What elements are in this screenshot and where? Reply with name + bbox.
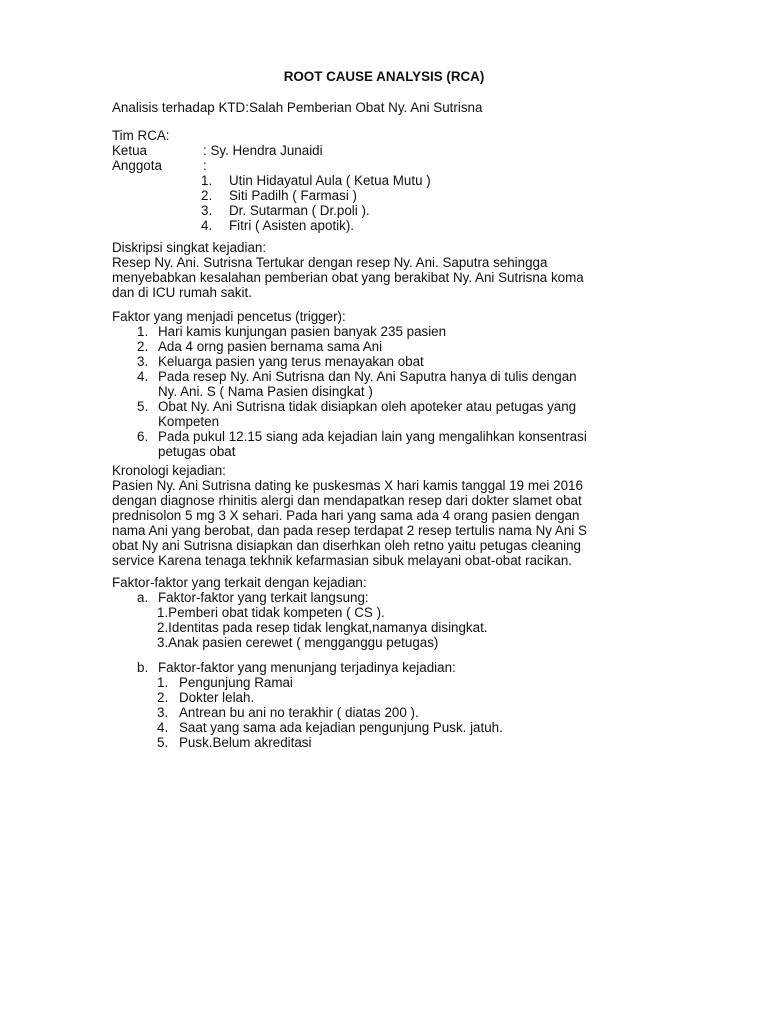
item-number: 1. <box>137 324 149 339</box>
item-text: Utin Hidayatul Aula ( Ketua Mutu ) <box>229 173 431 188</box>
factor-b-title <box>112 660 456 675</box>
ketua-label: Ketua <box>112 143 147 158</box>
list-item <box>112 369 587 384</box>
item-text: Pengunjung Ramai <box>179 675 293 690</box>
item-continuation: petugas obat <box>158 444 236 459</box>
list-item: 3.Anak pasien cerewet ( mengganggu petugas) <box>157 635 439 650</box>
factor-b-list <box>157 675 503 750</box>
chronology-heading: Kronologi kejadian: <box>112 463 226 478</box>
team-heading: Tim RCA: <box>112 128 170 143</box>
member-list <box>201 173 431 233</box>
item-text: Pusk.Belum akreditasi <box>179 735 312 750</box>
item-text: Dokter lelah. <box>179 690 255 705</box>
description-line: dan di ICU rumah sakit. <box>112 285 252 300</box>
chronology-line: dengan diagnose rhinitis alergi dan mendapatkan resep dari dokter slamet obat <box>112 493 582 508</box>
list-item: 1.Pemberi obat tidak kompeten ( CS ). <box>157 605 385 620</box>
list-item <box>112 429 587 444</box>
chronology-line: service Karena tenaga tekhnik kefarmasian sibuk melayani obat-obat racikan. <box>112 553 572 568</box>
description-section <box>112 240 584 300</box>
list-item <box>157 705 503 720</box>
description-line: Resep Ny. Ani. Sutrisna Tertukar dengan resep Ny. Ani. Saputra sehingga <box>112 255 548 270</box>
item-number: 3. <box>157 705 169 720</box>
item-continuation: Kompeten <box>158 414 220 429</box>
item-number: 1. <box>157 675 169 690</box>
trigger-list <box>112 324 587 459</box>
list-item <box>201 218 431 233</box>
list-item <box>112 324 587 339</box>
list-item <box>201 188 431 203</box>
item-number: 2. <box>157 690 169 705</box>
list-item <box>157 735 503 750</box>
ketua-value: : Sy. Hendra Junaidi <box>203 143 323 158</box>
item-letter: a. <box>137 590 149 605</box>
item-number: 3. <box>201 203 213 218</box>
factor-a-title <box>112 590 369 605</box>
item-text: Faktor-faktor yang menunjang terjadinya kejadian: <box>158 660 456 675</box>
list-item <box>157 675 503 690</box>
item-text: Dr. Sutarman ( Dr.poli ). <box>229 203 370 218</box>
analysis-line: Analisis terhadap KTD:Salah Pemberian Obat Ny. Ani Sutrisna <box>112 100 483 115</box>
item-text: Pada resep Ny. Ani Sutrisna dan Ny. Ani Saputra hanya di tulis dengan <box>158 369 577 384</box>
list-item <box>112 354 587 369</box>
item-number: 4. <box>201 218 213 233</box>
item-number: 3. <box>137 354 149 369</box>
item-number: 6. <box>137 429 149 444</box>
anggota-label: Anggota <box>112 158 162 173</box>
anggota-colon: : <box>203 158 207 173</box>
chronology-line: nama Ani yang berobat, dan pada resep terdapat 2 resep tertulis nama Ny Ani S <box>112 523 587 538</box>
item-text: Fitri ( Asisten apotik). <box>229 218 355 233</box>
item-number: 4. <box>157 720 169 735</box>
item-number: 5. <box>157 735 169 750</box>
list-item <box>201 173 431 188</box>
item-text: Siti Padilh ( Farmasi ) <box>229 188 357 203</box>
list-item: 2.Identitas pada resep tidak lengkat,namanya disingkat. <box>157 620 488 635</box>
list-item <box>112 339 587 354</box>
item-text: Antrean bu ani no terakhir ( diatas 200 ). <box>179 705 419 720</box>
document-title: ROOT CAUSE ANALYSIS (RCA) <box>283 69 485 84</box>
chronology-line: prednisolon 5 mg 3 X sehari. Pada hari yang sama ada 4 orang pasien dengan <box>112 508 580 523</box>
chronology-line: obat Ny ani Sutrisna disiapkan dan diserhkan oleh retno yaitu petugas cleaning <box>112 538 581 553</box>
item-number: 5. <box>137 399 149 414</box>
list-item <box>112 399 587 414</box>
item-text: Pada pukul 12.15 siang ada kejadian lain yang mengalihkan konsentrasi <box>158 429 587 444</box>
anggota-row <box>112 158 207 173</box>
item-number: 2. <box>201 188 213 203</box>
item-number: 2. <box>137 339 149 354</box>
chronology-section <box>112 463 587 568</box>
item-number: 1. <box>201 173 213 188</box>
list-item <box>157 690 503 705</box>
item-text: Saat yang sama ada kejadian pengunjung Pusk. jatuh. <box>179 720 503 735</box>
item-letter: b. <box>137 660 149 675</box>
item-text: Ada 4 orng pasien bernama sama Ani <box>158 339 383 354</box>
description-line: menyebabkan kesalahan pemberian obat yang berakibat Ny. Ani Sutrisna koma <box>112 270 584 285</box>
item-continuation: Ny. Ani. S ( Nama Pasien disingkat ) <box>158 384 373 399</box>
triggers-heading: Faktor yang menjadi pencetus (trigger): <box>112 309 346 324</box>
list-item <box>201 203 431 218</box>
ketua-row <box>112 143 323 158</box>
factor-a-list <box>157 605 488 650</box>
factors-heading: Faktor-faktor yang terkait dengan kejadian: <box>112 575 367 590</box>
list-item <box>157 720 503 735</box>
item-text: Keluarga pasien yang terus menayakan obat <box>158 354 424 369</box>
item-text: Hari kamis kunjungan pasien banyak 235 pasien <box>158 324 447 339</box>
description-heading: Diskripsi singkat kejadian: <box>112 240 267 255</box>
item-text: Obat Ny. Ani Sutrisna tidak disiapkan oleh apoteker atau petugas yang <box>158 399 577 414</box>
item-number: 4. <box>137 369 149 384</box>
factor-a-row <box>112 590 369 605</box>
item-text: Faktor-faktor yang terkait langsung: <box>158 590 369 605</box>
chronology-line: Pasien Ny. Ani Sutrisna dating ke puskesmas X hari kamis tanggal 19 mei 2016 <box>112 478 583 493</box>
factor-b-row <box>112 660 456 675</box>
